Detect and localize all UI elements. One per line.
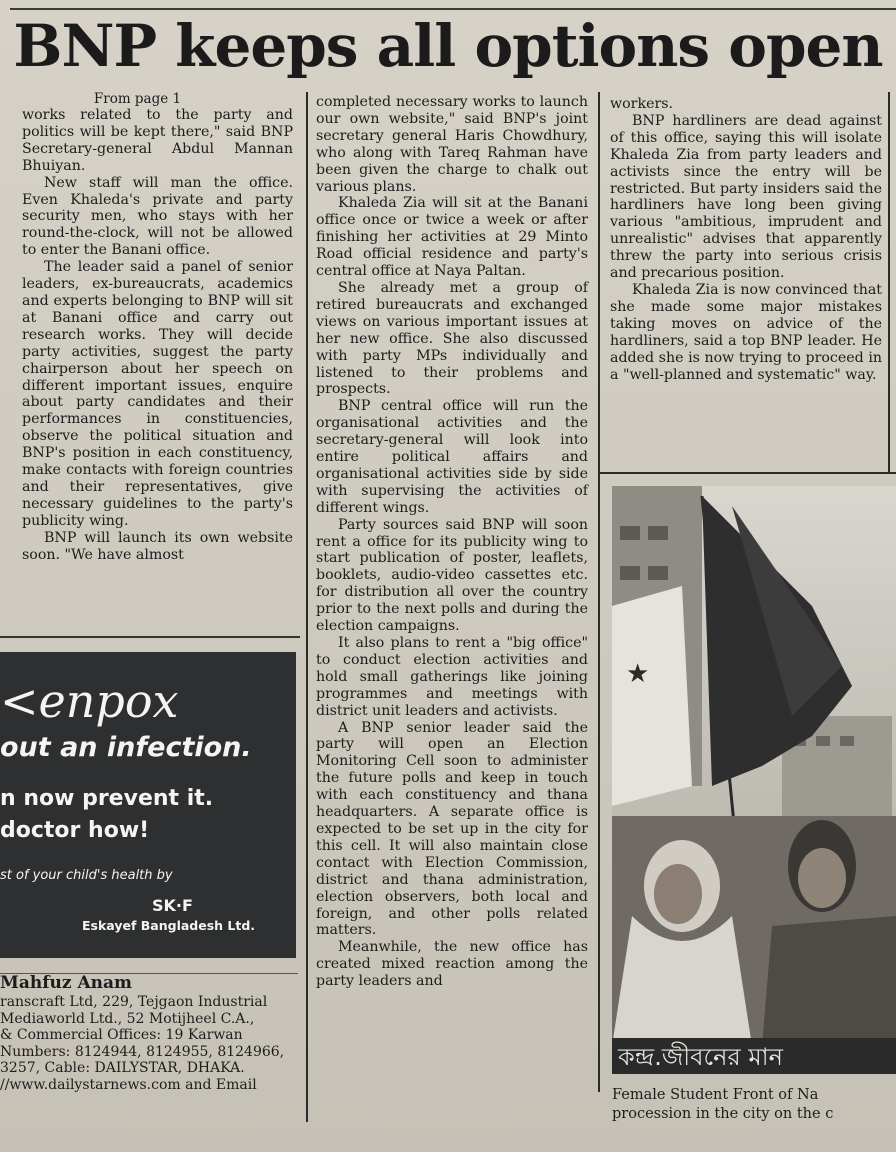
editor-name: Mahfuz Anam: [0, 973, 132, 993]
procession-photo: [612, 486, 896, 1074]
paragraph: New staff will man the office. Even Khaleda's private and party security men, who stays with her round-the-clock, will not be allowed to enter the Banani office.: [22, 174, 293, 259]
imprint-line: //www.dailystarnews.com and Email: [0, 1076, 257, 1093]
ad-subheadline: out an infection.: [0, 732, 252, 763]
article-column-1: [22, 92, 293, 563]
column-divider: [888, 92, 890, 472]
article-column-3: [610, 96, 882, 383]
imprint-line: & Commercial Offices: 19 Karwan: [0, 1027, 243, 1044]
paragraph: BNP central office will run the organisational activities and the secretary-general will look into entire political affairs and organisational activities side by side with supervising the activities of different wings.: [316, 398, 588, 516]
headline: BNP keeps all options open: [13, 12, 883, 80]
news-photo: [612, 486, 896, 1074]
continued-from-label: From page 1: [93, 91, 182, 107]
photo-caption: [612, 1086, 896, 1124]
banner-text: কন্দ্র.জীবনের মান: [618, 1043, 783, 1071]
ad-tagline: st of your child's health by: [0, 868, 173, 883]
white-flag: [612, 586, 692, 806]
article-column-2: [316, 94, 588, 990]
ad-headline: <enpox: [0, 674, 179, 728]
caption-line: procession in the city on the c: [612, 1106, 834, 1122]
caption-line: Female Student Front of Na: [612, 1087, 819, 1103]
paragraph: Party sources said BNP will soon rent a office for its publicity wing to start publication of poster, leaflets, booklets, audio-video cassettes etc. for distribution all over the country prior to the next polls and during the election campaigns.: [316, 516, 588, 635]
svg-text:★: ★: [626, 659, 650, 689]
paragraph: Khaleda Zia is now convinced that she made some major mistakes taking moves on advice of the hardliners, said a top BNP leader. He added she is now trying to proceed in a "well-planned and systematic" way.: [610, 281, 882, 383]
paragraph: She already met a group of retired bureaucrats and exchanged views on various important issues at her new office. She also discussed with party MPs individually and listened to their problems and prospects.: [316, 279, 588, 398]
imprint-line: Mediaworld Ltd., 52 Motijheel C.A.,: [0, 1010, 255, 1027]
advertisement: [0, 652, 296, 958]
paragraph: BNP hardliners are dead against of this office, saying this will isolate Khaleda Zia from party leaders and activists since the entry will be restricted. But party insiders said the hardliners have long been giving various "ambitious, imprudent and unrealistic" advises that apparently threw the party into serious crisis and precarious position.: [610, 112, 882, 282]
paragraph: The leader said a panel of senior leaders, ex-bureaucrats, academics and experts belonging to BNP will sit at Banani office and carry out research works. They will decide party activities, suggest the party chairperson about her speech on different important issues, enquire about party candidates and their performances in constituencies, observe the political situation and BNP's position in each constituency, make contacts with foreign countries and their representatives, give necessary guidelines to the party's publicity wing.: [22, 259, 293, 529]
skf-logo: SK·F: [152, 896, 193, 915]
paragraph: It also plans to rent a "big office" to conduct election activities and hold small gatherings like joining programmes and meetings with district unit leaders and activists.: [316, 635, 588, 719]
paragraph: works related to the party and politics will be kept there," said BNP Secretary-general Abdul Mannan Bhuiyan.: [22, 107, 293, 174]
paragraph: BNP will launch its own website soon. "We have almost: [22, 529, 293, 563]
column-divider: [598, 92, 600, 472]
column-divider: [306, 92, 308, 1122]
imprint-block: [0, 972, 300, 1094]
paragraph: completed necessary works to launch our own website," said BNP's joint secretary general Haris Chowdhury, who along with Tareq Rahman have been given the charge to chalk out various plans.: [316, 94, 588, 195]
paragraph: Meanwhile, the new office has created mixed reaction among the party leaders and: [316, 939, 588, 990]
paragraph: A BNP senior leader said the party will open an Election Monitoring Cell soon to administer the future polls and keep in touch with each constituency and thana headquarters. A separate office is expected to be set up in the city for this cell. It will also maintain close contact with Election Commission, district and thana administration, election observers, both local and foreign, and other polls related matters.: [316, 719, 588, 939]
imprint-line: Numbers: 8124944, 8124955, 8124966,: [0, 1043, 285, 1060]
paragraph: Khaleda Zia will sit at the Banani office once or twice a week or after finishing her activities at 29 Minto Road official residence and party's central office at Naya Paltan.: [316, 195, 588, 280]
paragraph: workers.: [610, 96, 674, 112]
imprint-line: 3257, Cable: DAILYSTAR, DHAKA.: [0, 1060, 245, 1077]
ad-text: n now prevent it.: [0, 786, 214, 811]
imprint-line: ranscraft Ltd, 229, Tejgaon Industrial: [0, 994, 268, 1010]
ad-company: Eskayef Bangladesh Ltd.: [82, 918, 256, 933]
ad-text: doctor how!: [0, 818, 150, 843]
